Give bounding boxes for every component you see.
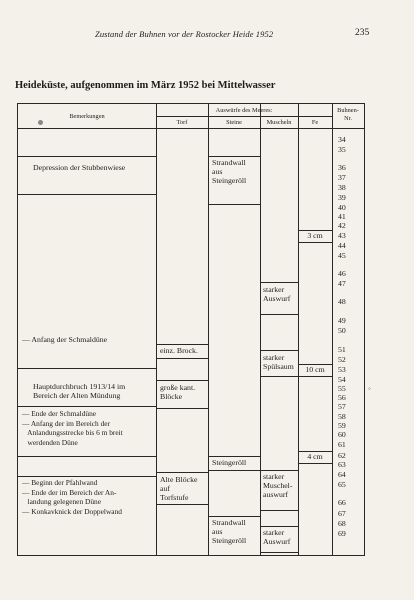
fe-cell: 4 cm — [307, 452, 323, 461]
buhne-number: 44 — [338, 241, 346, 250]
row-rule — [18, 476, 156, 477]
torf-cell: Alte Blöcke auf Torfstufe — [160, 475, 198, 502]
buhne-number: 41 — [338, 212, 346, 221]
buhne-number: 54 — [338, 375, 346, 384]
buhne-number: 49 — [338, 316, 346, 325]
muscheln-cell: starker Muschel- auswurf — [263, 472, 293, 499]
torf-cell: einz. Brock. — [160, 346, 198, 355]
muscheln-cell: starker Auswurf — [263, 528, 291, 546]
fe-cell: 10 cm — [305, 365, 325, 374]
row-rule — [260, 314, 298, 315]
col-divider — [298, 104, 299, 555]
buhne-number: 68 — [338, 519, 346, 528]
buhne-number: 51 — [338, 345, 346, 354]
header-muscheln: Muscheln — [266, 119, 292, 126]
col-divider — [332, 104, 333, 555]
running-head: Zustand der Buhnen vor der Rostocker Heide 1952 — [95, 29, 274, 39]
buhne-number: 65 — [338, 480, 346, 489]
row-rule — [208, 456, 260, 457]
row-rule — [260, 376, 298, 377]
row-rule — [208, 516, 260, 517]
buhne-number: 38 — [338, 183, 346, 192]
page-number: 235 — [355, 28, 370, 38]
buhne-number: 36 — [338, 163, 346, 172]
row-rule — [18, 194, 156, 195]
row-rule — [298, 463, 332, 464]
row-rule — [156, 408, 208, 409]
col-divider — [156, 104, 157, 555]
buhne-number: 35 — [338, 145, 346, 154]
buhne-number: 61 — [338, 440, 346, 449]
remark-text: — Anfang der Schmaldüne — [22, 335, 108, 344]
remark-text: — Beginn der Pfahlwand — Ende der im Bereich der An- landung gelegenen Düne — Konkavknick der Doppelwand — [22, 478, 122, 516]
margin-mark: ◦ — [368, 384, 371, 393]
buhne-number: 34 — [338, 135, 346, 144]
row-rule — [18, 368, 156, 369]
row-rule — [298, 376, 332, 377]
row-rule — [208, 204, 260, 205]
row-rule — [18, 156, 156, 157]
buhne-number: 57 — [338, 402, 346, 411]
buhne-number: 37 — [338, 173, 346, 182]
torf-cell: große kant. Blöcke — [160, 383, 196, 401]
row-rule — [260, 282, 298, 283]
row-rule — [260, 552, 298, 553]
row-rule — [260, 526, 298, 527]
row-rule — [18, 406, 156, 407]
muscheln-cell: starker Spülsaum — [263, 353, 294, 371]
header-steine: Steine — [226, 119, 242, 126]
buhne-number: 52 — [338, 355, 346, 364]
buhne-number: 39 — [338, 193, 346, 202]
col-divider — [208, 104, 209, 555]
remark-text: — Ende der Schmaldüne — Anfang der im Bereich der Anlandungsstrecke bis 6 m breit werdenden Düne — [22, 409, 123, 447]
buhne-number: 55 — [338, 384, 346, 393]
buhne-number: 58 — [338, 412, 346, 421]
row-rule — [156, 380, 208, 381]
header-fe: Fe — [311, 119, 319, 126]
data-table — [17, 103, 365, 556]
buhne-number: 40 — [338, 203, 346, 212]
row-rule — [298, 242, 332, 243]
fe-cell: 3 cm — [307, 231, 323, 240]
buhne-number: 69 — [338, 529, 346, 538]
header-rule — [18, 128, 364, 129]
buhne-number: 56 — [338, 393, 346, 402]
row-rule — [18, 456, 156, 457]
section-title: Heideküste, aufgenommen im März 1952 bei Mittelwasser — [15, 80, 276, 91]
header-torf: Torf — [176, 119, 188, 126]
col-divider — [260, 104, 261, 555]
row-rule — [156, 472, 208, 473]
buhne-number: 43 — [338, 231, 346, 240]
remark-text: Depression der Stubbenwiese — [33, 163, 126, 172]
steine-cell: Steingeröll — [212, 458, 247, 467]
row-rule — [260, 350, 298, 351]
buhne-number: 47 — [338, 279, 346, 288]
buhne-number: 64 — [338, 470, 346, 479]
row-rule — [260, 470, 298, 471]
buhne-number: 50 — [338, 326, 346, 335]
buhne-number: 62 — [338, 451, 346, 460]
row-rule — [208, 156, 260, 157]
row-rule — [156, 344, 208, 345]
row-rule — [208, 470, 260, 471]
buhne-number: 60 — [338, 430, 346, 439]
buhne-number: 66 — [338, 498, 346, 507]
buhne-number: 46 — [338, 269, 346, 278]
steine-cell: Strandwall aus Steingeröll — [212, 518, 247, 545]
buhne-number: 45 — [338, 251, 346, 260]
header-buhnen: Buhnen- Nr. — [337, 107, 359, 122]
buhne-number: 63 — [338, 460, 346, 469]
buhne-number: 67 — [338, 509, 346, 518]
buhne-number: 42 — [338, 221, 346, 230]
steine-cell: Strandwall aus Steingeröll — [212, 158, 247, 185]
buhne-number: 59 — [338, 421, 346, 430]
buhne-number: 48 — [338, 297, 346, 306]
row-rule — [260, 510, 298, 511]
header-group: Auswürfe des Meeres: — [215, 107, 273, 114]
buhne-number: 53 — [338, 365, 346, 374]
muscheln-cell: starker Auswurf — [263, 285, 291, 303]
header-group-rule — [156, 116, 332, 117]
row-rule — [156, 504, 208, 505]
header-remarks: Bemerkungen — [69, 113, 105, 120]
remark-text: Hauptdurchbruch 1913/14 im Bereich der Alten Mündung — [33, 382, 126, 400]
row-rule — [156, 358, 208, 359]
ink-dot — [38, 120, 43, 125]
